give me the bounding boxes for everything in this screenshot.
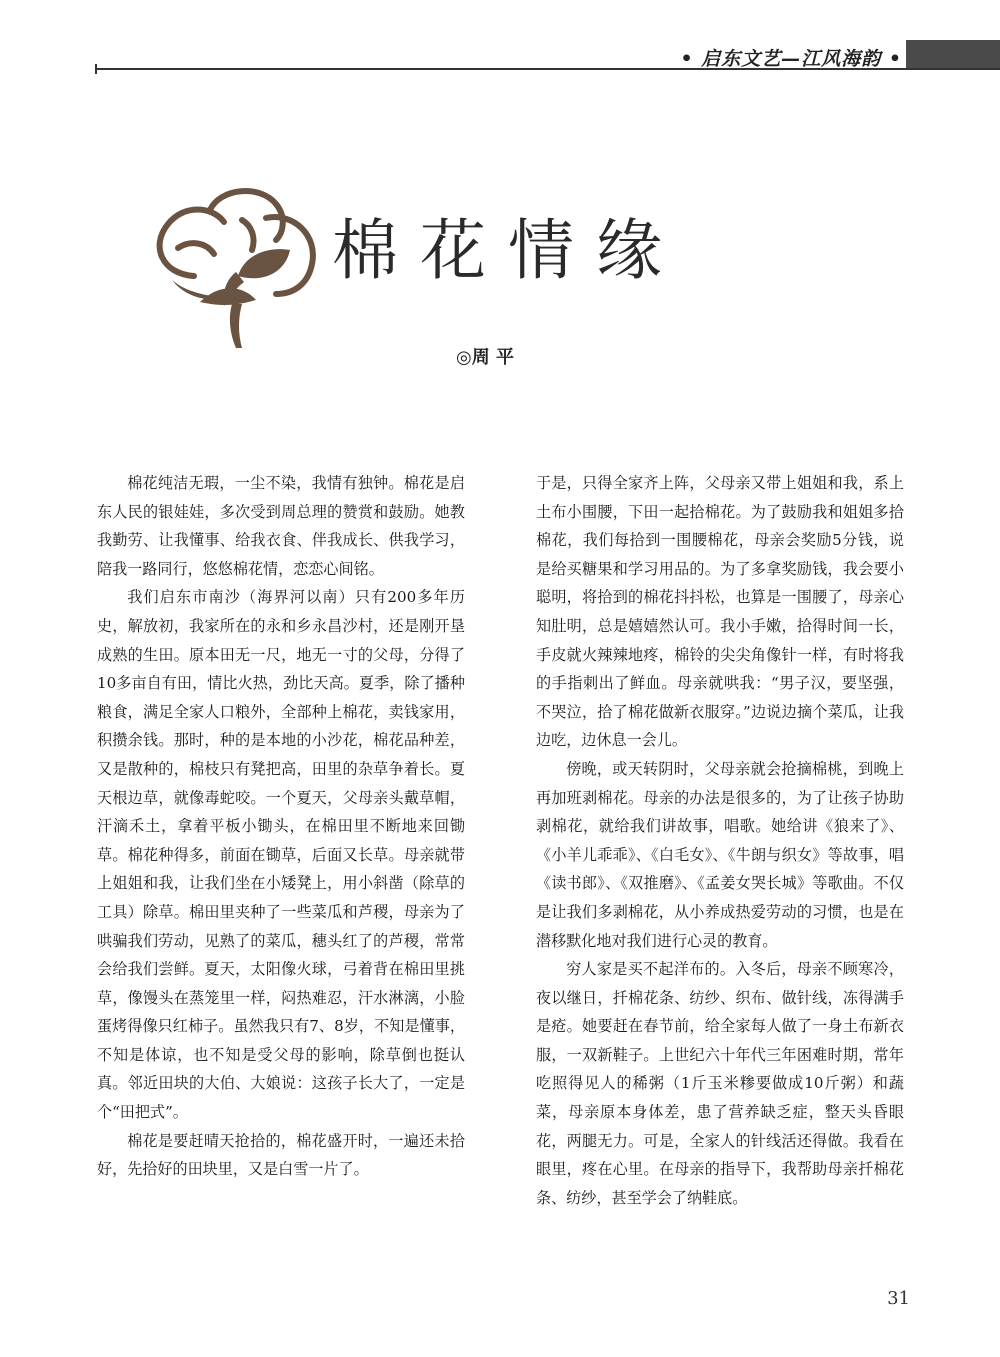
article-title: 棉花情缘: [332, 212, 684, 289]
cotton-boll-icon: [148, 184, 320, 350]
body-paragraph: 穷人家是买不起洋布的。入冬后，母亲不顾寒冷，夜以继日，扦棉花条、纺纱、织布、做针线，冻得满手是疮。她要赶在春节前，给全家每人做了一身土布新衣服，一双新鞋子。上世纪六十年代三年困难时期，常年吃照得见人的稀粥（1斤玉米糁要做成10斤粥）和蔬菜，母亲原本身体差，患了营养缺乏症，整天头昏眼花，两腿无力。可是，全家人的针线活还得做。我看在眼里，疼在心里。在母亲的指导下，我帮助母亲扦棉花条、纺纱，甚至学会了纳鞋底。: [536, 960, 904, 1207]
body-paragraph: 我们启东市南沙（海界河以南）只有200多年历史，解放初，我家所在的永和乡永昌沙村，还是刚开垦成熟的生田。原本田无一尺，地无一寸的父母，分得了10多亩自有田，情比火热，劲比天高。夏季，除了播种粮食，满足全家人口粮外，全部种上棉花，卖钱家用，积攒余钱。那时，种的是本地的小沙花，棉花品种差，又是散种的，棉枝只有凳把高，田里的杂草争着长。夏天根边草，就像毒蛇咬。一个夏天，父母亲头戴草帽，汗滴禾土，拿着平板小锄头，在棉田里不断地来回锄草。棉花种得多，前面在锄草，后面又长草。母亲就带上姐姐和我，让我们坐在小矮凳上，用小斜凿（除草的工具）除草。棉田里夹种了一些菜瓜和芦稷，母亲为了哄骗我们劳动，见熟了的菜瓜，穗头红了的芦稷，常常会给我们尝鲜。夏天，太阳像火球，弓着背在棉田里挑草，像馒头在蒸笼里一样，闷热难忍，汗水淋漓，小脸蛋烤得像只红柿子。虽然我只有7、8岁，不知是懂事，不知是体谅，也不知是受父母的影响，除草倒也挺认真。邻近田块的大伯、大娘说：这孩子长大了，一定是个“田把式”。: [97, 588, 465, 1122]
header-rule-tick: [95, 64, 97, 74]
body-paragraph: 棉花纯洁无瑕，一尘不染，我情有独钟。棉花是启东人民的银娃娃，多次受到周总理的赞赏和鼓励。她教我勤劳、让我懂事、给我衣食、伴我成长、供我学习，陪我一路同行，悠悠棉花情，恋恋心间铭。: [97, 474, 465, 578]
body-paragraph: 棉花是要赶晴天抢拾的，棉花盛开时，一遍还未拾好，先拾好的田块里，又是白雪一片了。: [97, 1131, 465, 1179]
body-paragraph: 于是，只得全家齐上阵，父母亲又带上姐姐和我，系上土布小围腰，下田一起拾棉花。为了鼓励我和姐姐多拾棉花，我们每拾到一围腰棉花，母亲会奖励5分钱，说是给买糖果和学习用品的。为了多拿奖励钱，我会要小聪明，将拾到的棉花抖抖松，也算是一围腰了，母亲心知肚明，总是嬉嬉然认可。我小手嫩，拾得时间一长，手皮就火辣辣地疼，棉铃的尖尖角像针一样，有时将我的手指刺出了鲜血。母亲就哄我：“男子汉，要坚强，不哭泣，拾了棉花做新衣服穿。”边说边摘个菜瓜，让我边吃，边休息一会儿。: [536, 474, 904, 750]
running-header-title: • 启东文艺—江风海韵 •: [680, 48, 902, 70]
page-number: 31: [887, 1288, 910, 1309]
body-column-right: [536, 469, 904, 1269]
header-dark-block: [906, 40, 1000, 70]
body-paragraph: 傍晚，或天转阴时，父母亲就会抢摘棉桃，到晚上再加班剥棉花。母亲的办法是很多的，为了让孩子协助剥棉花，就给我们讲故事，唱歌。她给讲《狼来了》、《小羊儿乖乖》、《白毛女》、《牛朗与织女》等故事，唱《读书郎》、《双推磨》、《孟姜女哭长城》等歌曲。不仅是让我们多剥棉花，从小养成热爱劳动的习惯，也是在潜移默化地对我们进行心灵的教育。: [536, 759, 904, 950]
body-column-left: [97, 469, 465, 1269]
author-byline: ◎周 平: [456, 347, 514, 368]
